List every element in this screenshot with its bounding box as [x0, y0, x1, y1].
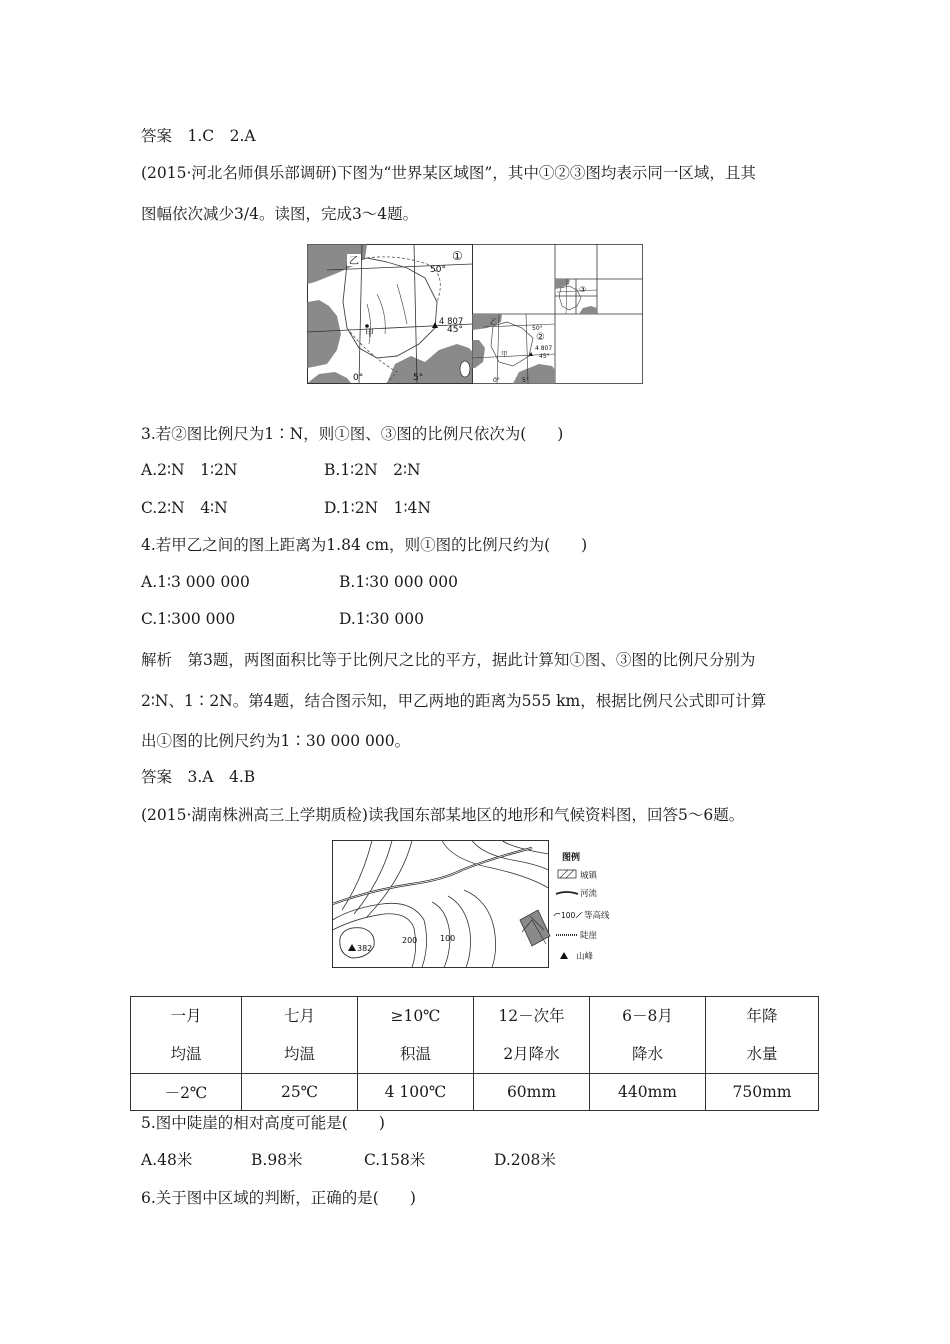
answer-1-2: 答案 1.C 2.A	[141, 127, 256, 145]
legend-cliff-label: 陡崖	[580, 931, 598, 941]
map-1-peak-value: 4 807	[439, 317, 464, 327]
contour-label-200: 200	[402, 936, 418, 945]
value-cell: 440mm	[590, 1074, 706, 1111]
value-cell: 25℃	[242, 1074, 358, 1111]
value-cell: 4 100℃	[358, 1074, 474, 1111]
q5-option-a: A.48米	[141, 1151, 193, 1169]
map-2-jia-label: 甲	[501, 350, 508, 358]
map-2-label: ②	[536, 332, 545, 343]
contour-label-100: 100	[440, 934, 456, 943]
legend-river-label: 河流	[580, 889, 598, 899]
legend-peak-symbol	[560, 952, 568, 959]
map-2-lon-5: 5°	[522, 377, 529, 384]
topographic-map-figure	[332, 840, 618, 968]
q4-option-b: B.1∶30 000 000	[339, 573, 458, 591]
q4-option-a: A.1∶3 000 000	[141, 573, 250, 591]
map-1-yi-label: 乙	[349, 256, 359, 267]
legend-river-symbol	[556, 892, 578, 894]
header-cell: 12－次年 2月降水	[474, 997, 590, 1074]
legend-contour-value: 100	[561, 911, 576, 920]
map-2-lon-0: 0°	[493, 377, 500, 384]
q4-option-c: C.1∶300 000	[141, 610, 236, 628]
table-row	[131, 1074, 819, 1111]
header-cell: 6－8月 降水	[590, 997, 706, 1074]
intro-3-4-line1: (2015·河北名师俱乐部调研)下图为“世界某区域图”，其中①②③图均表示同一区域，且其	[141, 164, 756, 182]
q3-option-b: B.1∶2N 2∶N	[324, 461, 421, 479]
map-1-label: ①	[452, 249, 463, 263]
value-cell: 750mm	[706, 1074, 819, 1111]
q3-option-a: A.2∶N 1∶2N	[141, 461, 238, 479]
question-4: 4.若甲乙之间的图上距离为1.84 cm，则①图的比例尺约为( )	[141, 536, 588, 554]
analysis-line2: 2∶N、1∶2N。第4题，结合图示知，甲乙两地的距离为555 km，根据比例尺公式即可计算	[141, 692, 767, 710]
legend-contour-label: 等高线	[584, 911, 610, 921]
header-cell: ≥10℃ 积温	[358, 997, 474, 1074]
table-header-row	[131, 997, 819, 1074]
map-1-lon-0: 0°	[353, 373, 364, 383]
q3-option-d: D.1∶2N 1∶4N	[324, 499, 431, 517]
value-cell: －2℃	[131, 1074, 242, 1111]
map-2-lat-50: 50°	[532, 325, 543, 332]
analysis-line3: 出①图的比例尺约为1∶30 000 000。	[141, 732, 411, 750]
intro-5-6: (2015·湖南株洲高三上学期质检)读我国东部某地区的地形和气候资料图，回答5～6题。	[141, 806, 745, 824]
map-1-lat-45: 45°	[447, 325, 463, 335]
q5-option-b: B.98米	[251, 1151, 303, 1169]
map-2-lat-45: 45°	[539, 353, 550, 360]
header-cell: 年降 水量	[706, 997, 819, 1074]
analysis-line1: 解析 第3题，两图面积比等于比例尺之比的平方，据此计算知①图、③图的比例尺分别为	[141, 651, 756, 669]
map-1-jia-label: 甲	[365, 329, 375, 339]
value-cell: 60mm	[474, 1074, 590, 1111]
q4-option-d: D.1∶30 000	[339, 610, 424, 628]
q3-option-c: C.2∶N 4∶N	[141, 499, 228, 517]
question-6: 6.关于图中区域的判断，正确的是( )	[141, 1189, 416, 1207]
question-3: 3.若②图比例尺为1∶N，则①图、③图的比例尺依次为( )	[141, 425, 564, 443]
climate-data-table	[130, 996, 819, 1111]
map-1-lon-5: 5°	[413, 373, 424, 383]
legend-town-label: 城镇	[580, 871, 598, 881]
map-2-yi-label: 乙	[490, 318, 497, 326]
map-1-lat-50: 50°	[430, 265, 446, 275]
q5-option-c: C.158米	[364, 1151, 426, 1169]
world-region-map-figure	[307, 244, 643, 384]
peak-elevation: 382	[357, 944, 373, 953]
map-2-peak-value: 4 807	[535, 345, 553, 352]
answer-3-4: 答案 3.A 4.B	[141, 768, 256, 786]
map-3-label: ③	[579, 285, 587, 294]
legend-title: 图例	[562, 853, 581, 863]
intro-3-4-line2: 图幅依次减少3/4。读图，完成3～4题。	[141, 205, 419, 223]
legend-peak-label: 山峰	[576, 952, 594, 962]
header-cell: 一月 均温	[131, 997, 242, 1074]
q5-option-d: D.208米	[494, 1151, 556, 1169]
header-cell: 七月 均温	[242, 997, 358, 1074]
question-5: 5.图中陡崖的相对高度可能是( )	[141, 1114, 385, 1132]
